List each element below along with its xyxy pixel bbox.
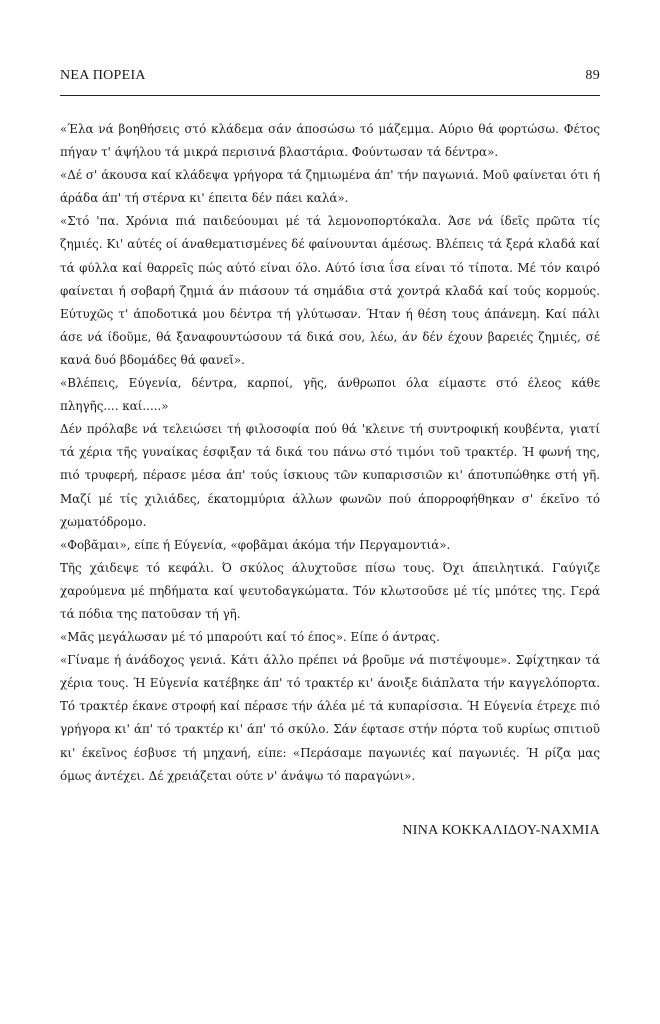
running-header <box>60 68 600 84</box>
paragraph-3: «Στό 'πα. Χρόνια πιά παιδεύουμαι μέ τά λεμονοπορτόκαλα. Άσε νά ίδεῖς πρῶτα τίς ζημιές. Κι' αύτές οί άναθεματισμένες δέ φαίνουνται άμέσως. Βλέπεις τά ξερά κλαδά καί τά φύλλα καί θαρρεῖς πώς αύτό είναι όλο. Αύτό ίσια ΐσα είναι τό τίποτα. Μέ τόν καιρό φαίνεται ή σοβαρή ζημιά άν πιάσουν τά σημάδια στά χοντρά κλαδά καί τούς κορμούς. Εύτυχῶς τ' άποδοτικά μου δέντρα τή γλύτωσαν. Ήταν ή θέση τους άπάνεμη. Καί πάλι άσε νά ίδοῦμε, θά ξαναφουντώσουν τά δικά σου, λέω, άν δέν έχουν βαρειές ζημιές, σέ κανά δυό βδομάδες θά φανεῖ». <box>60 214 600 367</box>
paragraph-4: «Βλέπεις, Εύγενία, δέντρα, καρποί, γῆς, άνθρωποι όλα είμαστε στό έλεος κάθε πληγῆς.... καί.....» <box>60 376 600 414</box>
running-title: ΝΕΑ ΠΟΡΕΙΑ <box>60 68 146 83</box>
paragraph-1: «Έλα νά βοηθήσεις στό κλάδεμα σάν άποσώσω τό μάζεμμα. Αύριο θά φορτώσω. Φέτος πήγαν τ' άψήλου τά μικρά περισινά βλαστάρια. Φούντωσαν τά δέντρα». <box>60 122 600 160</box>
page-number: 89 <box>585 68 600 83</box>
author-signature: ΝΙΝΑ ΚΟΚΚΑΛΙΔΟΥ-ΝΑΧΜΙΑ <box>402 823 600 838</box>
header-rule <box>60 95 600 96</box>
paragraph-8: «Μᾶς μεγάλωσαν μέ τό μπαρούτι καί τό έπος». Είπε ό άντρας. <box>60 630 440 645</box>
paragraph-5: Δέν πρόλαβε νά τελειώσει τή φιλοσοφία πού θά 'κλεινε τή συντροφική κουβέντα, γιατί τά χέρια τῆς γυναίκας έσφιξαν τά δικά του πάνω στό τιμόνι τοῦ τρακτέρ. Ή φωνή της, πιό τρυφερή, πέρασε μέσα άπ' τούς ίσκιους τῶν κυπαρισσιῶν κι' άποτυπώθηκε στή γῆ. Μαζί μέ τίς χιλιάδες, έκατομμύρια άλλων φωνῶν πού άπορροφήθηκαν σ' έκεῖνο τό χωματόδρομο. <box>60 422 600 529</box>
paragraph-2: «Δέ σ' άκουσα καί κλάδεψα γρήγορα τά ζημιωμένα άπ' τήν παγωνιά. Μοῦ φαίνεται ότι ή άράδα άπ' τή στέρνα κι' έπειτα δέν πάει καλά». <box>60 168 600 206</box>
paragraph-7: Τῆς χάιδεψε τό κεφάλι. Ό σκύλος άλυχτοῦσε πίσω τους. Όχι άπειλητικά. Γαύγιζε χαρούμενα μέ πηδήματα καί ψευτοδαγκώματα. Τόν κλωτσοῦσε μέ τίς μπότες της. Γερά τά πόδια της πατοῦσαν τή γῆ. <box>60 560 600 621</box>
paragraph-6: «Φοβᾶμαι», είπε ή Εύγενία, «φοβᾶμαι άκόμα τήν Περγαμοντιά». <box>60 537 451 552</box>
story-body <box>60 118 600 788</box>
paragraph-9: «Γίναμε ή άνάδοχος γενιά. Κάτι άλλο πρέπει νά βροῦμε νά πιστέψουμε». Σφίχτηκαν τά χέρια τους. Ή Εύγενία κατέβηκε άπ' τό τρακτέρ κι' άνοιξε διάπλατα τήν καγγελόπορτα. Τό τρακτέρ έκανε στροφή καί πέρασε τήν άλέα μέ τά κυπαρίσσια. Ή Εύγενία έτρεχε πιό γρήγορα κι' άπ' τό τρακτέρ κι' άπ' τό σκύλο. Σάν έφτασε στήν πόρτα τοῦ κυρίως σπιτιοῦ κι' έκεῖνος έσβυσε τή μηχανή, είπε: «Περάσαμε παγωνιές καί παγωνιές. Ή ρίζα μας όμως άντέχει. Δέ χρειάζεται ούτε ν' άνάψω τό παραγώνι». <box>60 653 600 783</box>
